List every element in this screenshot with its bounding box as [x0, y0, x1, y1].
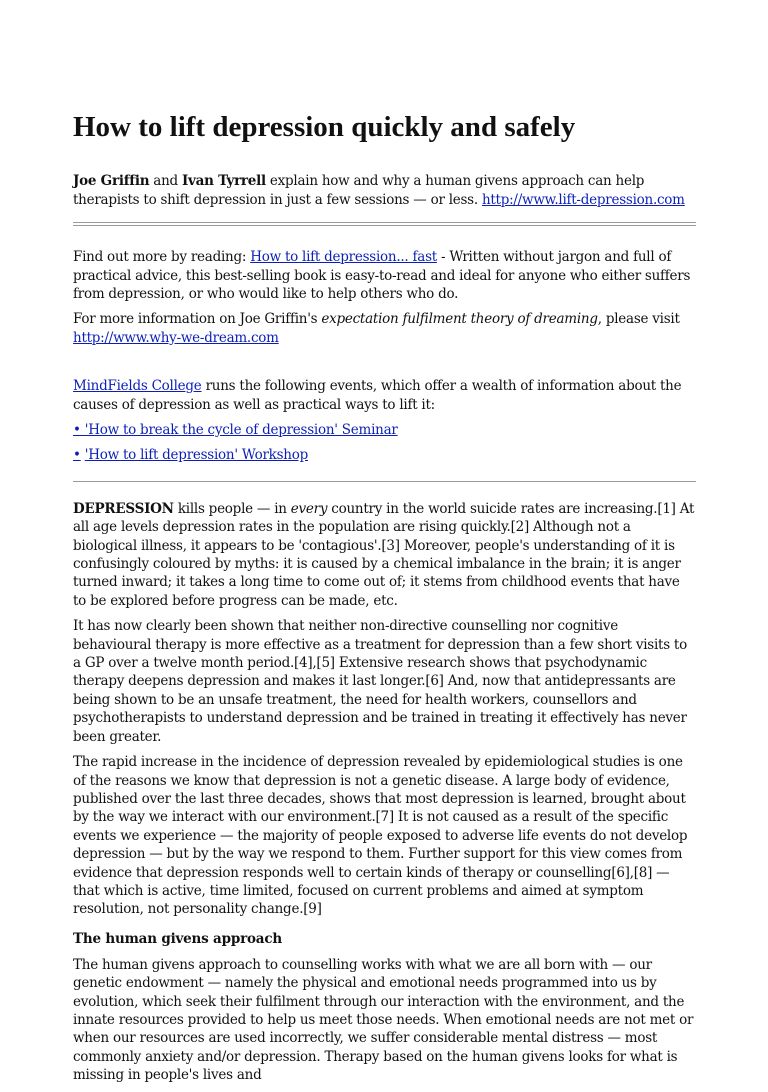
reading-suffix: - Written without jargon and full of practical advice, this best-selling book is easy-to-read and ideal for anyone who either suffers from depression, or who would like to help others who do.: [73, 249, 691, 302]
page-title: How to lift depression quickly and safely: [73, 111, 576, 143]
dreaming-suffix: , please visit: [597, 311, 680, 328]
workshop-bullet-link[interactable]: •: [73, 447, 81, 464]
reading-prefix: Find out more by reading:: [73, 249, 251, 266]
depression-text-a: kills people — in: [173, 500, 291, 517]
mindfields-paragraph: [73, 377, 696, 414]
mindfields-text: runs the following events, which offer a wealth of information about the causes of depression as well as practical ways to lift it:: [73, 378, 682, 413]
book-link[interactable]: How to lift depression... fast: [250, 249, 437, 266]
depression-text-b: country in the world suicide rates are increasing.[1] At all age levels depression rates in the population are rising quickly.[2] Although not a biological illness, it appears to be 'contagious'.[3] Moreover, people's understanding of it is confusingly coloured by myths: it is caused by a chemical imbalance in the brain; it is anger turned inward; it takes a long time to come out of; it stems from childhood events that have to be explored before progress can be made, etc.: [73, 500, 695, 609]
article-page: [73, 111, 696, 1092]
epidemiology-paragraph: The rapid increase in the incidence of depression revealed by epidemiological studies is one of the reasons we know that depression is not a genetic disease. A large body of evidence, published over the last three decades, shows that most depression is learned, brought about by the way we interact with our environment.[7] It is not caused as a result of the specific events we experience — the majority of people exposed to adverse life events do not develop depression — but by the way we respond to them. Further support for this view comes from evidence that depression responds well to certain kinds of therapy or counselling[6],[8] — that which is active, time limited, focused on current problems and aimed at symptom resolution, not personality change.[9]: [73, 754, 688, 918]
intro-paragraph: [73, 172, 696, 209]
spacer: [73, 354, 696, 377]
reading-paragraph: [73, 248, 696, 303]
event-seminar-item: [73, 421, 696, 439]
dreaming-paragraph: [73, 310, 696, 347]
section-heading: The human givens approach: [73, 930, 282, 947]
intro-and: and: [149, 173, 182, 190]
human-givens-paragraph: The human givens approach to counselling works with what we are all born with — our genetic endowment — namely the physical and emotional needs programmed into us by evolution, which seek their fulfilment through our interaction with the environment, and the innate resources provided to help us meet those needs. When emotional needs are not met or when our resources are used incorrectly, we suffer considerable mental distress — most commonly anxiety and/or depression. Therapy based on the human givens looks for what is missing in people's lives and: [73, 956, 694, 1084]
intro-text: explain how and why a human givens approach can help therapists to shift depression in just a few sessions — or less.: [73, 173, 645, 208]
author-joe-griffin: Joe Griffin: [73, 173, 150, 190]
seminar-link[interactable]: • 'How to break the cycle of depression' Seminar: [73, 422, 398, 438]
divider-double: [73, 222, 696, 226]
divider-single: [73, 481, 696, 482]
why-we-dream-link[interactable]: http://www.why-we-dream.com: [73, 329, 279, 346]
counselling-paragraph: It has now clearly been shown that neither non-directive counselling nor cognitive behavioural therapy is more effective as a treatment for depression than a few short visits to a GP over a twelve month period.[4],[5] Extensive research shows that psychodynamic therapy deepens depression and makes it last longer.[6] And, now that antidepressants are being shown to be an unsafe treatment, the need for health workers, counsellors and psychotherapists to understand depression and be trained in treating it effectively has never been greater.: [73, 618, 687, 745]
depression-lead: DEPRESSION: [73, 500, 174, 517]
workshop-link[interactable]: 'How to lift depression' Workshop: [84, 447, 308, 464]
mindfields-college-link[interactable]: MindFields College: [73, 378, 202, 395]
author-ivan-tyrrell: Ivan Tyrrell: [181, 173, 266, 190]
dreaming-theory: expectation fulfilment theory of dreaming: [321, 311, 598, 328]
depression-paragraph: [73, 500, 696, 610]
lift-depression-link[interactable]: http://www.lift-depression.com: [481, 191, 685, 208]
event-workshop-item: [73, 446, 696, 464]
depression-emphasis: every: [290, 500, 328, 517]
dreaming-prefix: For more information on Joe Griffin's: [73, 311, 322, 328]
